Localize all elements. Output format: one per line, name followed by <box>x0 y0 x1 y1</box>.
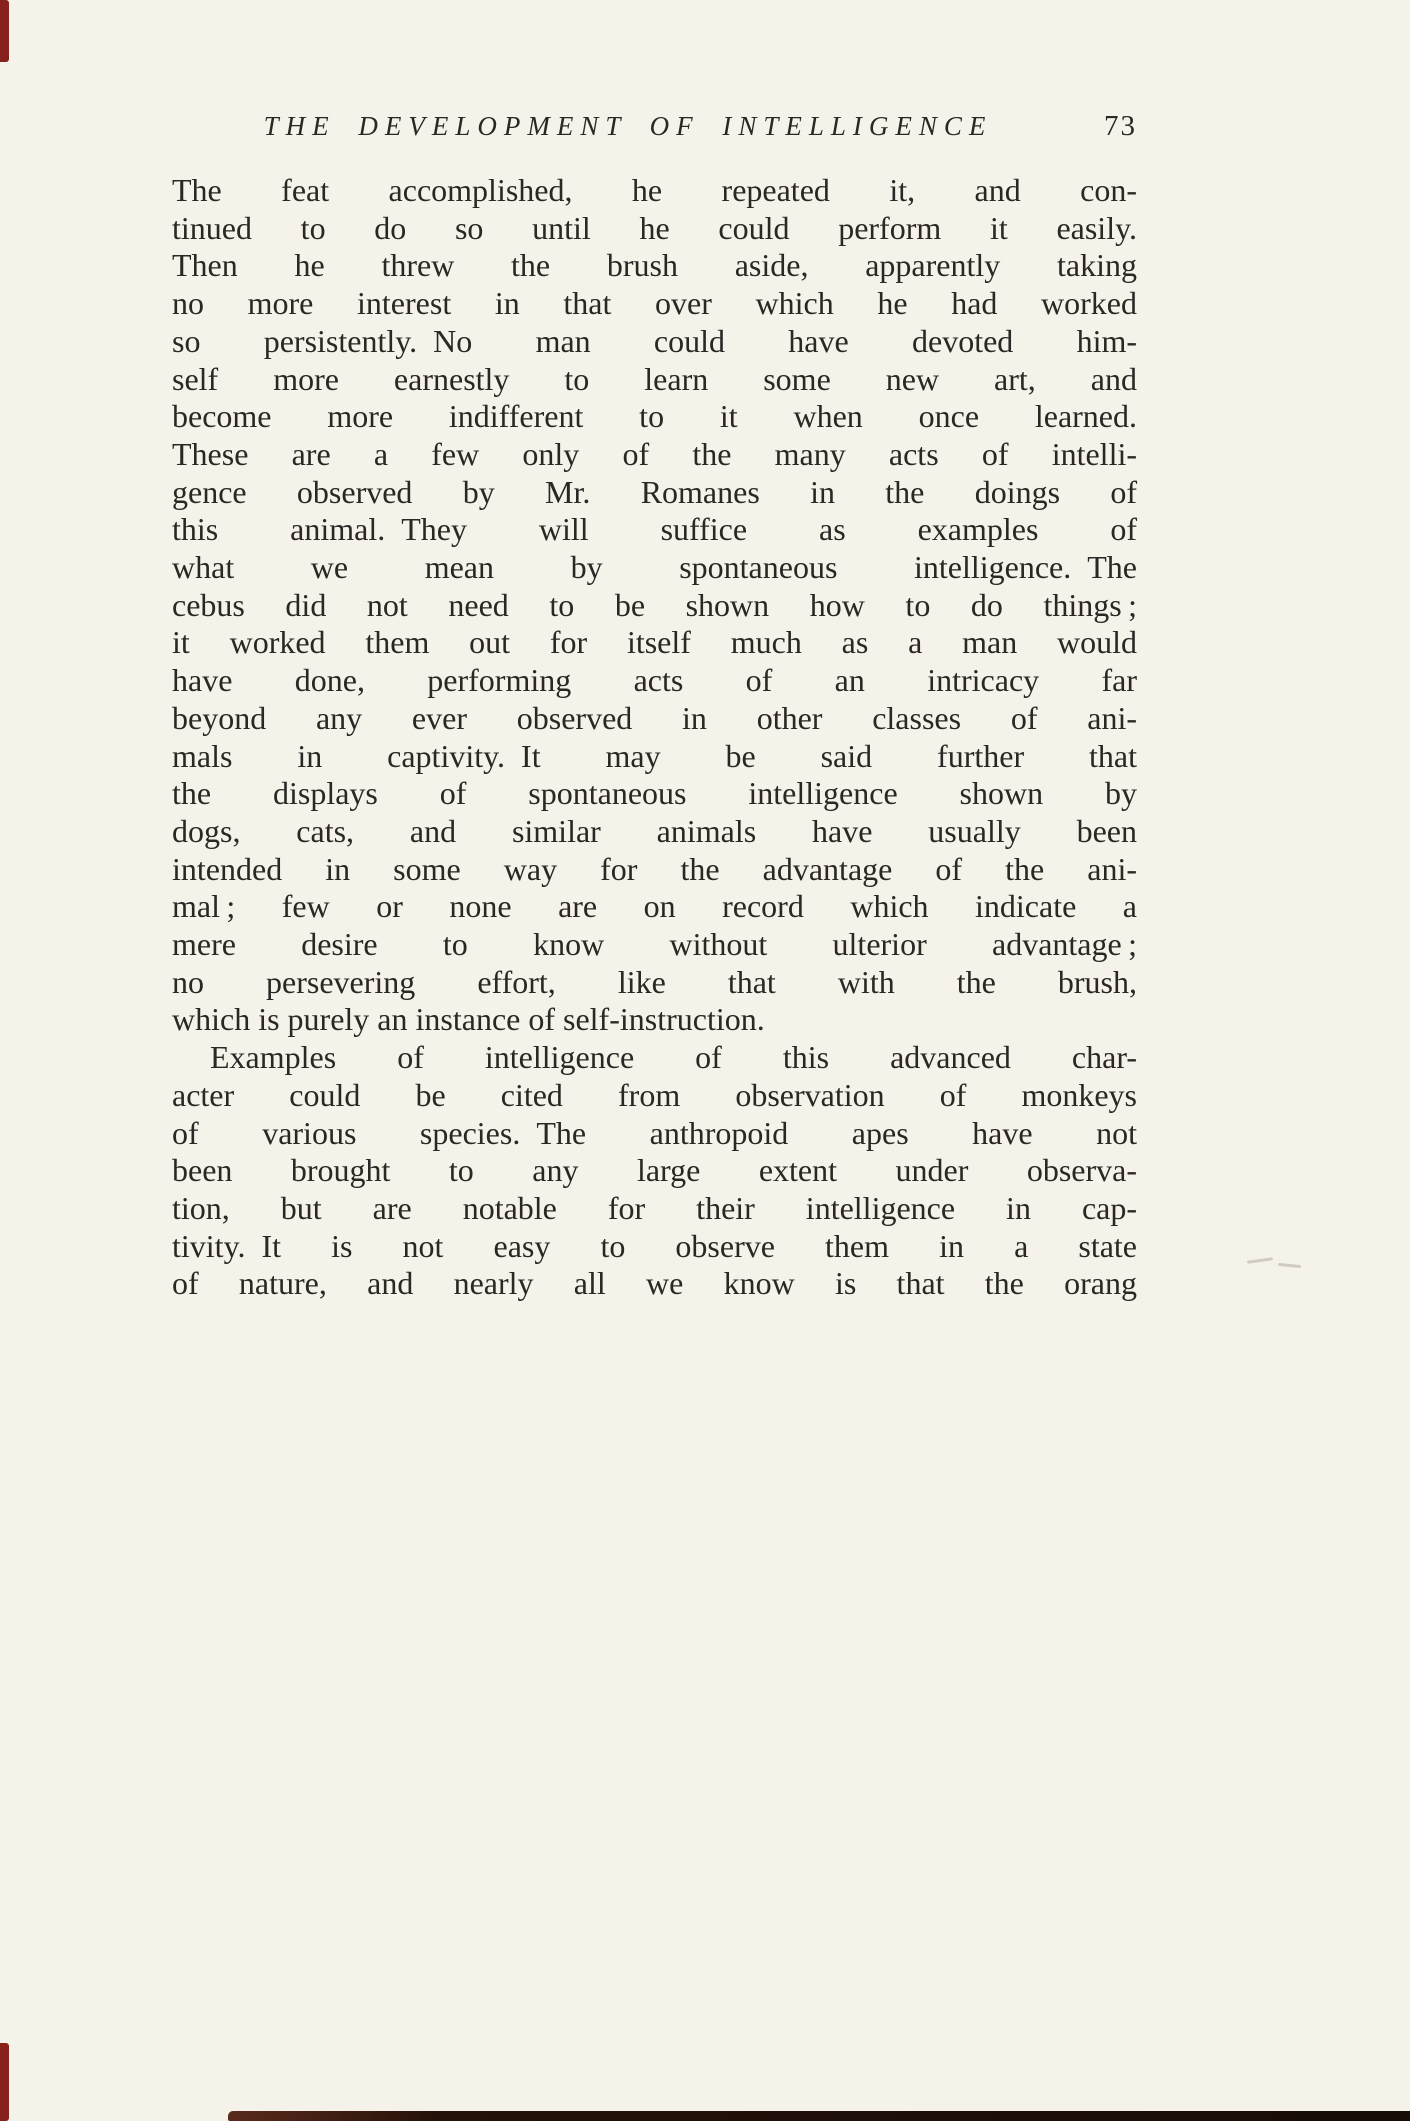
scan-binding-mark-top-left <box>0 0 9 62</box>
text-line: mal ; few or none are on record which indicate a <box>172 888 1137 925</box>
paragraph <box>172 1039 1137 1303</box>
text-line: the displays of spontaneous intelligence shown by <box>172 775 1137 812</box>
text-line: tion, but are notable for their intelligence in cap- <box>172 1189 1137 1226</box>
running-header <box>172 110 1137 143</box>
paragraph <box>172 172 1137 1039</box>
text-line: beyond any ever observed in other classes of ani- <box>172 699 1137 736</box>
text-line: which is purely an instance of self-instruction. <box>172 1001 765 1038</box>
text-line: of nature, and nearly all we know is that the orang <box>172 1265 1137 1302</box>
text-line: what we mean by spontaneous intelligence. The <box>172 549 1137 586</box>
text-line: intended in some way for the advantage of the ani- <box>172 850 1137 887</box>
text-line: Examples of intelligence of this advanced char- <box>210 1039 1137 1076</box>
text-line: so persistently. No man could have devoted him- <box>172 322 1137 359</box>
text-line: self more earnestly to learn some new art, and <box>172 360 1137 397</box>
text-line: gence observed by Mr. Romanes in the doings of <box>172 473 1137 510</box>
text-line: of various species. The anthropoid apes have not <box>172 1114 1137 1151</box>
page-number: 73 <box>1104 110 1137 142</box>
text-line: mere desire to know without ulterior advantage ; <box>172 926 1137 963</box>
scan-shadow-bottom-edge <box>228 2111 1410 2121</box>
page-body <box>172 172 1137 1303</box>
text-line: tivity. It is not easy to observe them in a state <box>172 1227 1137 1264</box>
text-line: no more interest in that over which he had worked <box>172 285 1137 322</box>
text-line: dogs, cats, and similar animals have usually been <box>172 812 1137 849</box>
text-line: mals in captivity. It may be said further that <box>172 737 1137 774</box>
text-line: no persevering effort, like that with the brush, <box>172 963 1137 1000</box>
scan-binding-mark-bottom-left <box>0 2043 9 2121</box>
text-line: been brought to any large extent under observa- <box>172 1152 1137 1189</box>
text-line: cebus did not need to be shown how to do things ; <box>172 586 1137 623</box>
text-line: this animal. They will suffice as examples of <box>172 511 1137 548</box>
text-line: it worked them out for itself much as a man would <box>172 624 1137 661</box>
text-line: become more indifferent to it when once learned. <box>172 398 1137 435</box>
header-title: THE DEVELOPMENT OF INTELLIGENCE <box>263 111 993 141</box>
pencil-mark <box>1247 1256 1305 1272</box>
text-line: acter could be cited from observation of monkeys <box>172 1076 1137 1113</box>
text-line: Then he threw the brush aside, apparently taking <box>172 247 1137 284</box>
text-line: tinued to do so until he could perform it easily. <box>172 209 1137 246</box>
text-line: These are a few only of the many acts of intelli- <box>172 435 1137 472</box>
text-line: have done, performing acts of an intricacy far <box>172 662 1137 699</box>
text-line: The feat accomplished, he repeated it, and con- <box>172 172 1137 208</box>
